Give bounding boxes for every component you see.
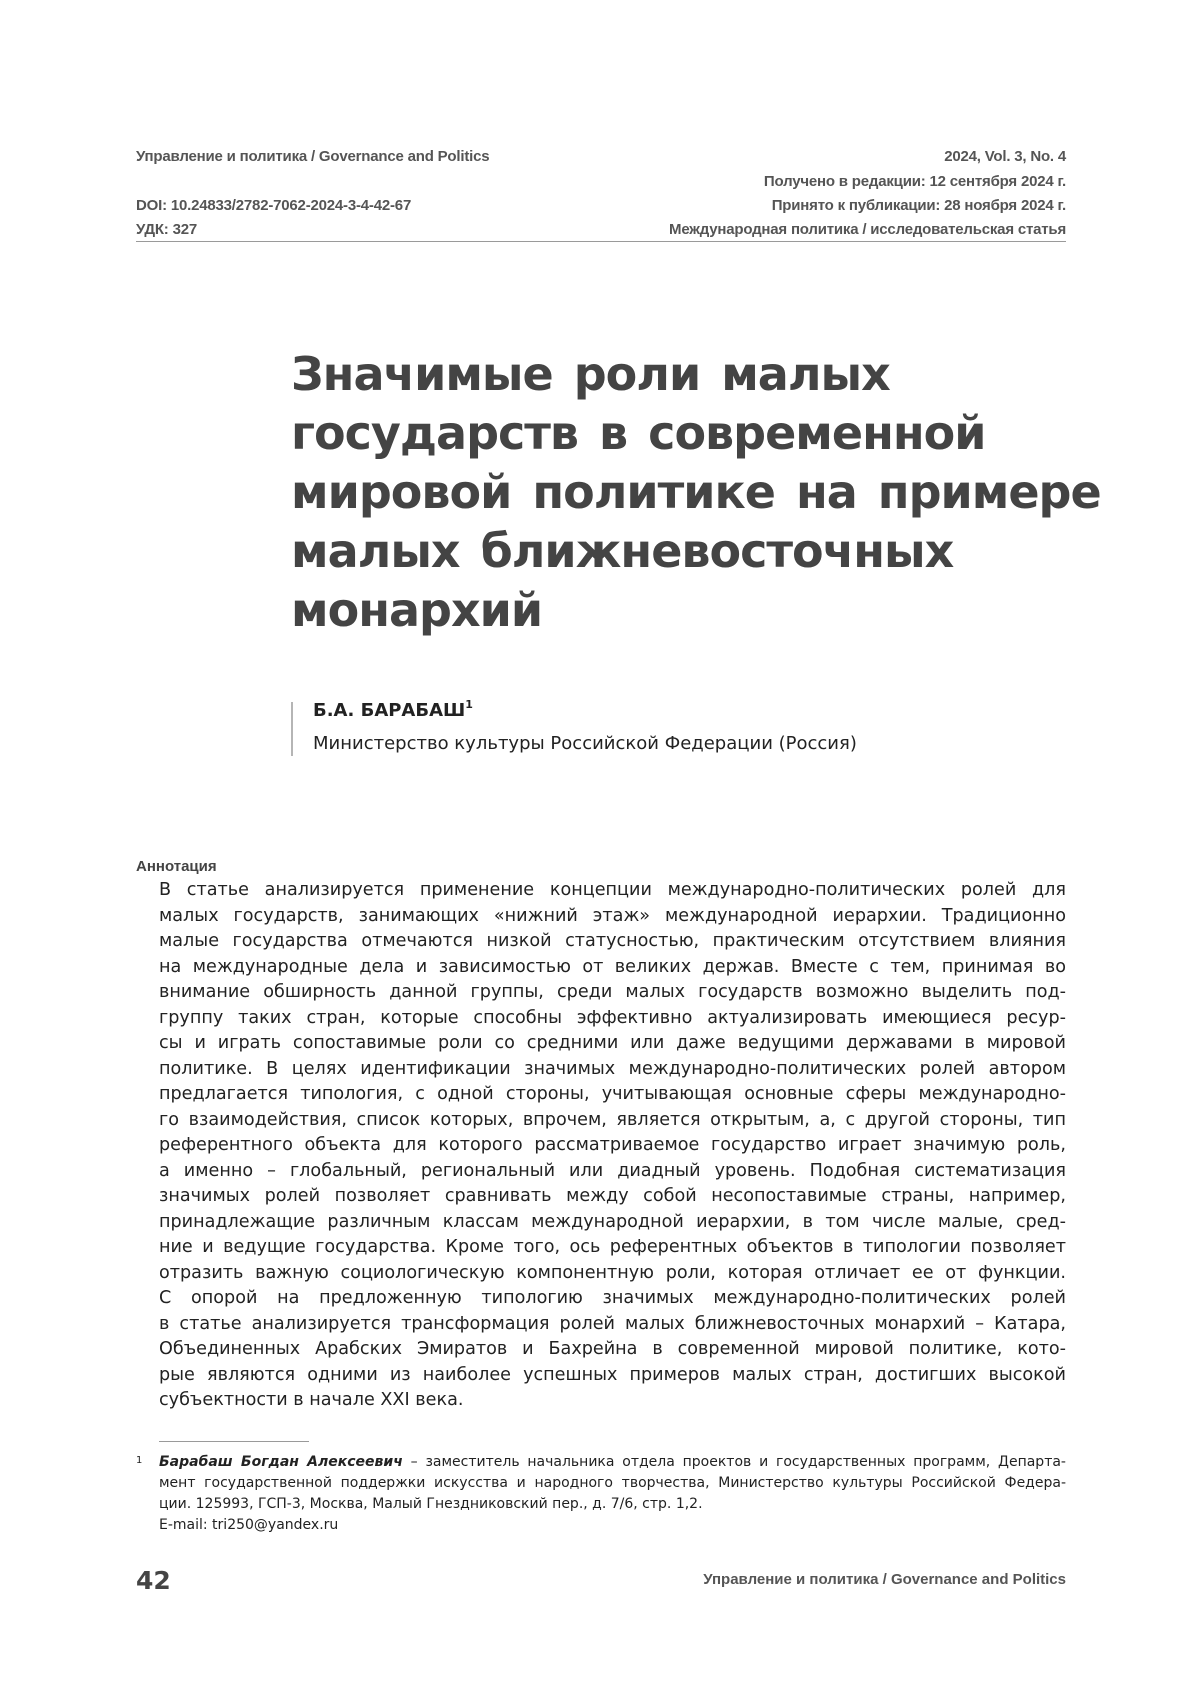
page-number: 42 <box>136 1566 171 1595</box>
footnote-text: – заместитель начальника отдела проектов и государственных программ, Департа- <box>402 1454 1066 1470</box>
abstract-line: малые государства отмечаются низкой статусностью, практическим отсутствием влияния <box>159 931 1066 951</box>
abstract-line: отразить важную социологическую компонентную роли, которая отличает ее от функции. <box>159 1262 1066 1283</box>
doi: DOI: 10.24833/2782-7062-2024-3-4-42-67 <box>136 197 412 214</box>
author-footnote <box>136 1452 1066 1536</box>
title-line: Значимые роли малых <box>291 347 890 401</box>
article-title <box>291 345 1101 640</box>
footnote-line: мент государственной поддержки искусства и народного творчества, Министерство культуры Российской Федера- <box>159 1475 1066 1491</box>
footnote-email[interactable]: E-mail: tri250@yandex.ru <box>159 1517 339 1533</box>
footnote-divider <box>159 1441 309 1442</box>
title-line: государств в современной <box>291 406 986 460</box>
abstract-line: С опорой на предложенную типологию значимых международно-политических ролей <box>159 1288 1066 1308</box>
footnote-number: 1 <box>136 1455 143 1466</box>
abstract-line: политике. В целях идентификации значимых международно-политических ролей автором <box>159 1058 1066 1079</box>
abstract-line: малых государств, занимающих «нижний этаж» международной иерархии. Традиционно <box>159 905 1066 926</box>
abstract-line: субъектности в начале XXI века. <box>159 1390 464 1410</box>
abstract-text <box>159 878 1066 1414</box>
abstract-line: внимание обширность данной группы, среди малых государств возможно выделить под- <box>159 982 1066 1002</box>
accepted-date: Принято к публикации: 28 ноября 2024 г. <box>771 197 1066 214</box>
issue-info: 2024, Vol. 3, No. 4 <box>944 148 1066 165</box>
abstract-line: сы и играть сопоставимые роли со средними или даже ведущими державами в мировой <box>159 1033 1066 1053</box>
title-line: монархий <box>291 583 543 637</box>
abstract-line: рые являются одними из наиболее успешных примеров малых стран, достигших высокой <box>159 1364 1066 1385</box>
abstract-line: группу таких стран, которые способны эффективно актуализировать имеющиеся ресур- <box>159 1007 1066 1028</box>
author-name-text: Б.А. БАРАБАШ <box>313 700 466 721</box>
abstract-line: предлагается типология, с одной стороны, учитывающая основные сферы международно- <box>159 1084 1066 1104</box>
abstract-line: на международные дела и зависимостью от великих держав. Вместе с тем, принимая во <box>159 956 1066 977</box>
author-accent-bar <box>291 702 293 756</box>
abstract-label: Аннотация <box>136 858 217 875</box>
title-line: малых ближневосточных <box>291 524 954 578</box>
abstract-line: принадлежащие различным классам международной иерархии, в том числе малые, сред- <box>159 1211 1066 1232</box>
footnote-author-name: Барабаш Богдан Алексеевич <box>159 1454 403 1470</box>
footnote-line: ции. 125993, ГСП-3, Москва, Малый Гнездниковский пер., д. 7/6, стр. 1,2. <box>159 1496 703 1512</box>
abstract-line: го взаимодействия, список которых, впрочем, является открытым, а, с другой стороны, тип <box>159 1109 1066 1130</box>
received-date: Получено в редакции: 12 сентября 2024 г. <box>763 173 1066 190</box>
abstract-line: В статье анализируется применение концепции международно-политических ролей для <box>159 880 1066 900</box>
author-footnote-mark: 1 <box>465 698 473 711</box>
header-divider <box>136 241 1066 242</box>
title-line: мировой политике на примере <box>291 465 1101 519</box>
footer-journal-name: Управление и политика / Governance and Politics <box>703 1571 1066 1588</box>
journal-name: Управление и политика / Governance and Politics <box>136 148 490 165</box>
footnote-line <box>159 1452 1066 1473</box>
section-type: Международная политика / исследовательская статья <box>669 221 1066 238</box>
author-affiliation: Министерство культуры Российской Федерации (Россия) <box>313 733 857 754</box>
abstract-line: ние и ведущие государства. Кроме того, ось референтных объектов в типологии позволяет <box>159 1237 1066 1257</box>
abstract-line: значимых ролей позволяет сравнивать между собой несопоставимые страны, например, <box>159 1186 1066 1206</box>
author-name <box>313 700 473 721</box>
abstract-line: референтного объекта для которого рассматриваемое государство играет значимую роль, <box>159 1135 1066 1155</box>
abstract-line: в статье анализируется трансформация ролей малых ближневосточных монархий – Катара, <box>159 1313 1066 1334</box>
abstract-line: Объединенных Арабских Эмиратов и Бахрейна в современной мировой политике, кото- <box>159 1339 1066 1359</box>
udk: УДК: 327 <box>136 221 198 238</box>
abstract-line: а именно – глобальный, региональный или диадный уровень. Подобная систематизация <box>159 1160 1066 1181</box>
